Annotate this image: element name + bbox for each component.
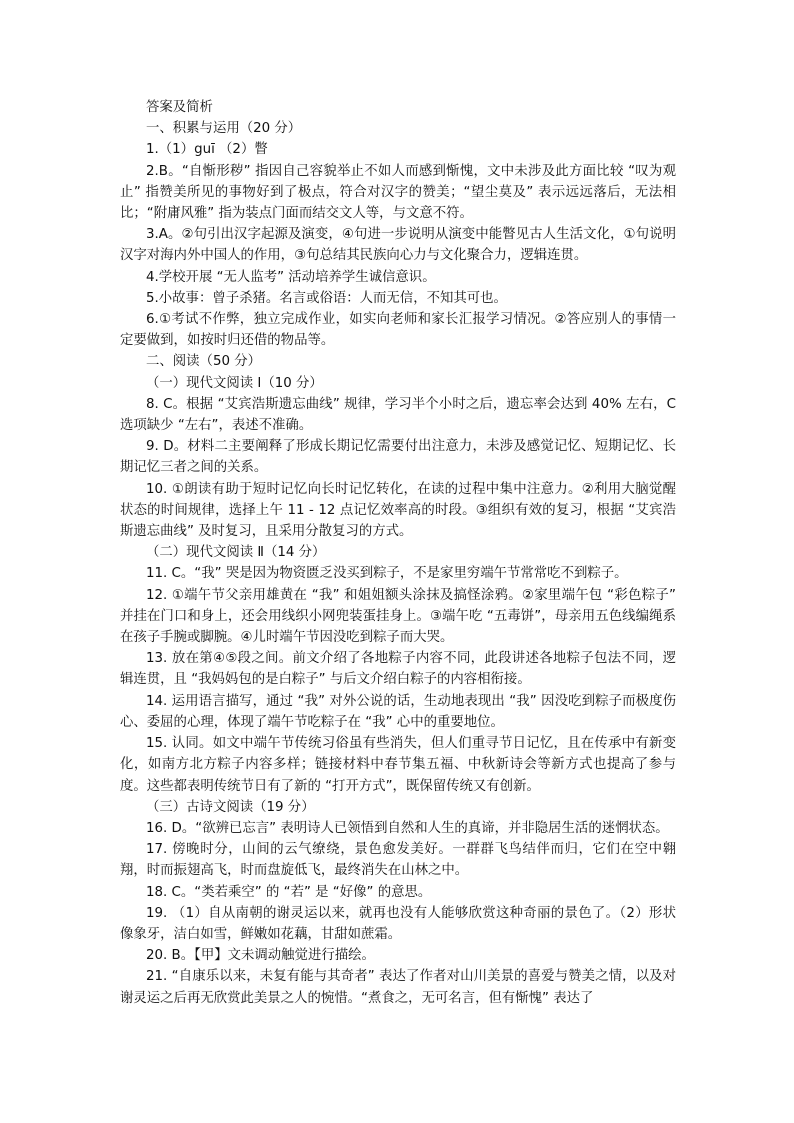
subsection-heading: （二）现代文阅读 Ⅱ（14 分） <box>146 545 326 561</box>
answer-item: 2.B。“自惭形秽” 指因自己容貌举止不如人而感到惭愧，文中未涉及此方面比较 “叹为观止” 指赞美所见的事物好到了极点，符合对汉字的赞美；“望尘莫及” 表示远远落后，无法相比；“附庸风雅” 指为装点门面而结交文人等，与文意不符。 <box>120 163 676 222</box>
answer-item: 4.学校开展 “无人监考” 活动培养学生诚信意识。 <box>146 269 436 285</box>
section-heading: 一、积累与运用（20 分） <box>146 121 302 137</box>
answer-item: 10. ①朗读有助于短时记忆向长时记忆转化，在读的过程中集中注意力。②利用大脑觉醒状态的时间规律，选择上午 11 - 12 点记忆效率高的时段。③组织有效的复习，根据 “艾宾浩斯遗忘曲线” 及时复习，且采用分散复习的方式。 <box>120 481 676 540</box>
subsection-heading: （一）现代文阅读 Ⅰ（10 分） <box>146 375 323 391</box>
answer-document <box>120 97 676 1009</box>
answer-item: 16. D。“欲辨已忘言” 表明诗人已领悟到自然和人生的真谛，并非隐居生活的迷惘状态。 <box>146 820 669 836</box>
answer-item: 1.（1）guī （2）瞥 <box>146 142 268 158</box>
answer-item: 12. ①端午节父亲用雄黄在 “我” 和姐姐额头涂抹及搞怪涂鸦。②家里端午包 “彩色粽子” 并挂在门口和身上，还会用线织小网兜装蛋挂身上。③端午吃 “五毒饼”，母亲用五色线编绳系在孩子手腕或脚腕。④儿时端午节因没吃到粽子而大哭。 <box>120 587 676 646</box>
answer-item: 20. B。【甲】文未调动触觉进行描绘。 <box>146 948 375 964</box>
answer-item: 21. “自康乐以来，未复有能与其奇者” 表达了作者对山川美景的喜爱与赞美之情，以及对谢灵运之后再无欣赏此美景之人的惋惜。“煮食之，无可名言，但有惭愧” 表达了 <box>120 969 676 1006</box>
answer-lines <box>120 118 676 1009</box>
answer-item: 5.小故事：曾子杀猪。名言或俗语：人而无信，不知其可也。 <box>146 290 507 306</box>
answer-item: 15. 认同。如文中端午节传统习俗虽有些消失，但人们重寻节日记忆，且在传承中有新变化，如南方北方粽子内容多样；链接材料中春节集五福、中秋新诗会等新方式也提高了参与度。这些都表明传统节日有了新的 “打开方式”，既保留传统又有创新。 <box>120 736 676 794</box>
subsection-heading: （三）古诗文阅读（19 分） <box>146 799 315 815</box>
answer-item: 8. C。根据 “艾宾浩斯遗忘曲线” 规律，学习半个小时之后，遗忘率会达到 40% 左右，C 选项缺少 “左右”，表述不准确。 <box>120 396 676 434</box>
answer-item: 11. C。“我” 哭是因为物资匮乏没买到粽子，不是家里穷端午节常常吃不到粽子。 <box>146 566 628 582</box>
answer-item: 17. 傍晚时分，山间的云气缭绕，景色愈发美好。一群群飞鸟结伴而归，它们在空中翱翔，时而振翅高飞，时而盘旋低飞，最终消失在山林之中。 <box>120 842 676 879</box>
document-title: 答案及简析 <box>146 100 213 115</box>
answer-item: 14. 运用语言描写，通过 “我” 对外公说的话，生动地表现出 “我” 因没吃到粽子而极度伤心、委屈的心理，体现了端午节吃粽子在 “我” 心中的重要地位。 <box>120 693 676 730</box>
answer-item: 6.①考试不作弊，独立完成作业，如实向老师和家长汇报学习情况。②答应别人的事情一定要做到，如按时归还借的物品等。 <box>120 312 676 349</box>
answer-item: 3.A。②句引出汉字起源及演变，④句进一步说明从演变中能瞥见古人生活文化，①句说明汉字对海内外中国人的作用，③句总结其民族向心力与文化聚合力，逻辑连贯。 <box>120 227 676 264</box>
answer-item: 13. 放在第④⑤段之间。前文介绍了各地粽子内容不同，此段讲述各地粽子包法不同，逻辑连贯，且 “我妈妈包的是白粽子” 与后文介绍白粽子的内容相衔接。 <box>120 651 676 688</box>
answer-item: 18. C。“类若乘空” 的 “若” 是 “好像” 的意思。 <box>146 884 432 900</box>
answer-item: 19. （1）自从南朝的谢灵运以来，就再也没有人能够欣赏这种奇丽的景色了。（2）形状像象牙，洁白如雪，鲜嫩如花藕，甘甜如蔗霜。 <box>120 905 676 942</box>
answer-item: 9. D。材料二主要阐释了形成长期记忆需要付出注意力，未涉及感觉记忆、短期记忆、长期记忆三者之间的关系。 <box>120 439 676 476</box>
section-heading: 二、阅读（50 分） <box>146 354 262 370</box>
